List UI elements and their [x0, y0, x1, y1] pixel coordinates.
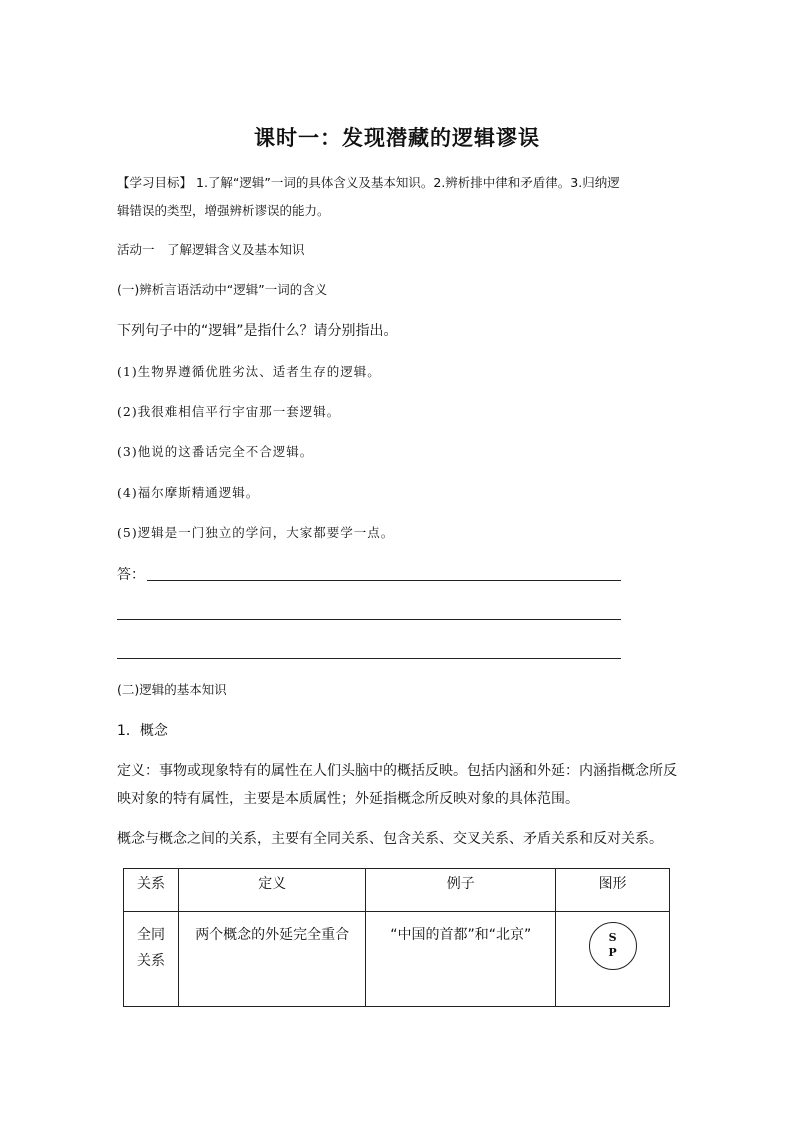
header-figure: 图形	[556, 869, 670, 912]
page-title: 课时一：发现潜藏的逻辑谬误	[254, 126, 540, 150]
sentence-2: (2)我很难相信平行宇宙那一套逻辑。	[117, 404, 341, 419]
identity-circle-figure	[589, 922, 637, 970]
question-text: 下列句子中的“逻辑”是指什么？请分别指出。	[117, 323, 398, 339]
table-header-row	[124, 869, 670, 912]
definition-line-1: 定义：事物或现象特有的属性在人们头脑中的概括反映。包括内涵和外延：内涵指概念所反	[117, 763, 677, 779]
relations-table	[123, 868, 670, 1007]
cell-relation	[124, 912, 179, 1007]
header-definition: 定义	[178, 869, 366, 912]
sentence-3: (3)他说的这番话完全不合逻辑。	[117, 444, 314, 459]
header-example: 例子	[366, 869, 556, 912]
activity-heading	[117, 236, 677, 264]
sentence-5: (5)逻辑是一门独立的学问，大家都要学一点。	[117, 525, 395, 540]
cell-definition: 两个概念的外延完全重合	[178, 912, 366, 1007]
objectives-text-1: 1.了解“逻辑”一词的具体含义及基本知识。2.辨析排中律和矛盾律。3.归纳逻	[192, 175, 620, 190]
header-relation: 关系	[124, 869, 179, 912]
relation-line-2: 关系	[136, 953, 165, 969]
section-heading-1: (一)辨析言语活动中“逻辑”一词的含义	[117, 282, 328, 297]
relation-line-1: 全同	[136, 927, 165, 943]
item-concept: 1．概念	[117, 723, 168, 739]
objectives-text-2: 辑错误的类型，增强辨析谬误的能力。	[117, 203, 330, 218]
figure-label-p: P	[608, 946, 617, 959]
table-row	[124, 912, 670, 1007]
answer-line-2[interactable]	[117, 619, 621, 620]
definition-line-2: 映对象的特有属性，主要是本质属性；外延指概念所反映对象的具体范围。	[117, 791, 579, 807]
relations-intro: 概念与概念之间的关系，主要有全同关系、包含关系、交叉关系、矛盾关系和反对关系。	[117, 831, 663, 847]
answer-line-1[interactable]	[147, 580, 621, 581]
sentence-4: (4)福尔摩斯精通逻辑。	[117, 485, 260, 500]
objectives-label: 【学习目标】	[117, 175, 193, 190]
section-heading-2: (二)逻辑的基本知识	[117, 682, 227, 697]
sentence-1: (1)生物界遵循优胜劣汰、适者生存的逻辑。	[117, 364, 381, 379]
cell-example: “中国的首都”和“北京”	[366, 912, 556, 1007]
cell-figure	[556, 912, 670, 1007]
answer-line-3[interactable]	[117, 658, 621, 659]
answer-label: 答：	[117, 567, 145, 583]
learning-objectives	[117, 169, 677, 197]
activity-heading-text: 活动一 了解逻辑含义及基本知识	[117, 242, 305, 257]
figure-label-s: S	[608, 931, 617, 944]
